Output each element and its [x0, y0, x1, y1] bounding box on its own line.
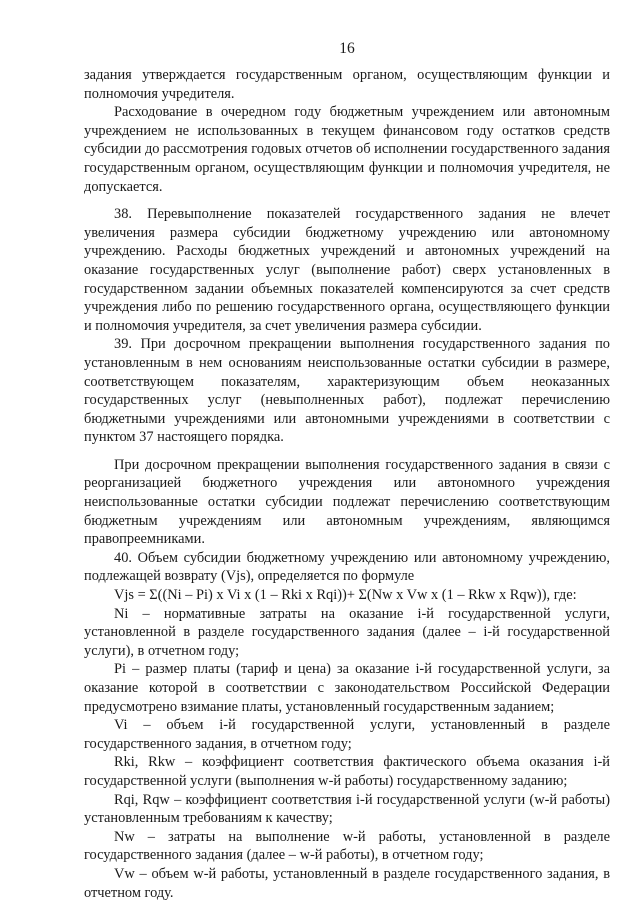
paragraph-item-40: 40. Объем субсидии бюджетному учреждению или автономному учреждению, подлежащей возврату (Vjs), определяется по формуле	[84, 549, 610, 585]
definition-ni: Ni – нормативные затраты на оказание i-й государственной услуги, установленной в разделе государственного задания (далее – i-й государственной услуги), в отчетном году;	[84, 605, 610, 659]
paragraph-item-38: 38. Перевыполнение показателей государственного задания не влечет увеличения размера субсидии бюджетному учреждению или автономному учреждению. Расходы бюджетных учреждений и автономных учреждений на оказание государственных услуг (выполнение работ) сверх установленных в государственном задании объемных показателей компенсируются за счет средств учреждения либо по решению государственного органа, осуществляющего функции и полномочия учредителя, за счет увеличения размера субсидии.	[84, 206, 610, 334]
definition-rqi-rqw: Rqi, Rqw – коэффициент соответствия i-й государственной услуги (w-й работы) установленным требованиям к качеству;	[84, 791, 610, 827]
definition-vi: Vi – объем i-й государственной услуги, установленный в разделе государственного задания, в отчетном году;	[84, 717, 610, 752]
definition-vw: Vw – объем w-й работы, установленный в разделе государственного задания, в отчетном году.	[84, 865, 610, 901]
paragraph-continuation: задания утверждается государственным органом, осуществляющим функции и полномочия учредителя.	[84, 67, 610, 102]
definition-rki-rkw: Rki, Rkw – коэффициент соответствия фактического объема оказания i-й государственной услуги (выполнения w-й работы) государственному заданию;	[84, 754, 610, 789]
paragraph-item-39: 39. При досрочном прекращении выполнения государственного задания по установленным в нем основаниям неиспользованные остатки субсидии в размере, соответствующем показателям, характеризующим объем неоказанных государственных услуг (невыполненных работ), подлежат перечислению бюджетными учреждениями или автономными учреждениями в соответствии с пунктом 37 настоящего порядка.	[84, 336, 610, 446]
paragraph-reorganization: При досрочном прекращении выполнения государственного задания в связи с реорганизацией бюджетного учреждения или автономного учреждения неиспользованные остатки субсидии подлежат перечислению соответствующим бюджетным учреждениям или автономным учреждениям, являющимся правопреемниками.	[84, 456, 610, 548]
formula-vjs: Vjs = Σ((Ni – Pi) x Vi x (1 – Rki x Rqi))+ Σ(Nw x Vw x (1 – Rkw x Rqw)), где:	[114, 587, 577, 604]
definition-nw: Nw – затраты на выполнение w-й работы, установленной в разделе государственного задания (далее – w-й работы), в отчетном году;	[84, 828, 610, 864]
page-number: 16	[339, 40, 355, 57]
definition-pi: Pi – размер платы (тариф и цена) за оказание i-й государственной услуги, за оказание которой в соответствии с законодательством Российской Федерации предусмотрено взимание платы, установленный государственным заданием;	[84, 661, 610, 715]
paragraph-spending-rule: Расходование в очередном году бюджетным учреждением или автономным учреждением не использованных в текущем финансовом году остатков средств субсидии до рассмотрения годовых отчетов об исполнении государственного задания государственным органом, осуществляющим функции и полномочия учредителя, не допускается.	[84, 104, 610, 195]
